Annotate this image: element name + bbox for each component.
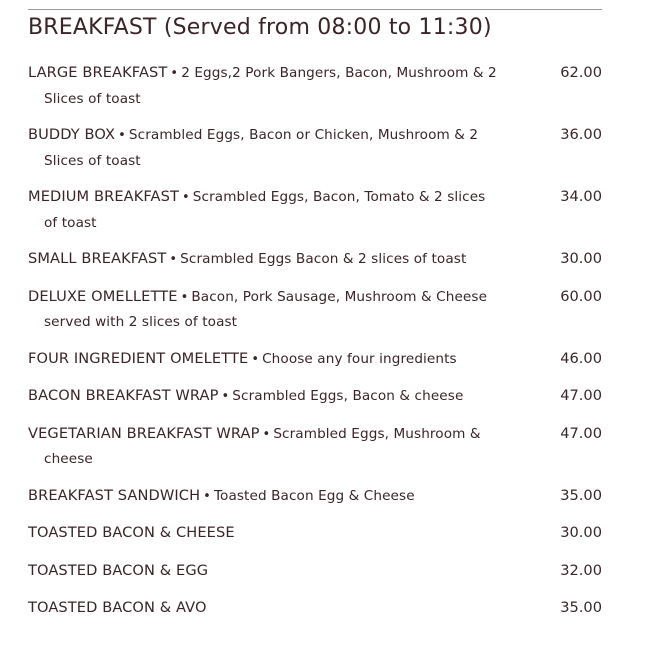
item-price: 30.00 <box>560 524 602 541</box>
item-name: TOASTED BACON & CHEESE <box>28 524 235 541</box>
item-description-continued: of toast <box>44 214 97 231</box>
top-divider <box>28 9 602 10</box>
item-price: 46.00 <box>560 349 602 367</box>
bullet-separator: • <box>180 289 189 305</box>
menu-item <box>28 596 602 634</box>
item-name: VEGETARIAN BREAKFAST WRAP <box>28 424 260 442</box>
bullet-separator: • <box>182 190 190 205</box>
item-name: SMALL BREAKFAST <box>28 250 167 267</box>
item-description: Bacon, Pork Sausage, Mushroom & Cheese <box>191 288 488 305</box>
item-price: 47.00 <box>560 424 602 442</box>
menu-item <box>28 123 602 185</box>
item-name: MEDIUM BREAKFAST <box>28 188 180 205</box>
menu-item <box>28 61 602 123</box>
item-description-continued: Slices of toast <box>44 152 141 169</box>
item-description: Choose any four ingredients <box>262 350 457 367</box>
menu-item <box>28 384 602 422</box>
bullet-separator: • <box>118 128 126 143</box>
item-price: 47.00 <box>560 387 602 404</box>
item-name: DELUXE OMELLETTE <box>28 287 178 305</box>
item-price: 60.00 <box>560 287 602 305</box>
item-price: 62.00 <box>560 64 602 81</box>
menu-item <box>28 559 602 597</box>
menu-item <box>28 347 602 385</box>
bullet-separator: • <box>203 488 211 504</box>
item-price: 32.00 <box>560 561 602 579</box>
item-description-continued: cheese <box>44 451 93 467</box>
menu-item <box>28 422 602 484</box>
item-price: 35.00 <box>560 486 602 504</box>
item-name: BUDDY BOX <box>28 126 116 143</box>
bullet-separator: • <box>170 66 179 81</box>
item-description: Scrambled Eggs, Bacon or Chicken, Mushroom & 2 <box>128 127 479 143</box>
item-name: BREAKFAST SANDWICH <box>28 486 201 504</box>
item-description-continued: Slices of toast <box>44 90 141 107</box>
menu-item <box>28 247 602 285</box>
section-title: BREAKFAST (Served from 08:00 to 11:30) <box>28 15 492 40</box>
item-price: 35.00 <box>560 599 602 616</box>
item-description: Scrambled Eggs, Bacon, Tomato & 2 slices <box>192 189 486 205</box>
breakfast-menu-list <box>28 61 602 634</box>
item-description: Scrambled Eggs Bacon & 2 slices of toast <box>180 251 467 267</box>
menu-item <box>28 521 602 559</box>
item-name: BACON BREAKFAST WRAP <box>28 387 219 404</box>
bullet-separator: • <box>169 252 178 267</box>
menu-item <box>28 185 602 247</box>
item-name: LARGE BREAKFAST <box>28 64 168 81</box>
item-name: TOASTED BACON & AVO <box>28 599 207 616</box>
item-description: Toasted Bacon Egg & Cheese <box>213 487 415 504</box>
item-price: 30.00 <box>560 250 602 267</box>
item-description: 2 Eggs,2 Pork Bangers, Bacon, Mushroom & 2 <box>181 65 497 81</box>
item-price: 34.00 <box>560 188 602 205</box>
menu-item <box>28 285 602 347</box>
bullet-separator: • <box>251 351 260 367</box>
menu-item <box>28 484 602 522</box>
item-description: Scrambled Eggs, Mushroom & <box>273 425 481 442</box>
item-price: 36.00 <box>560 126 602 143</box>
item-description-continued: served with 2 slices of toast <box>44 314 238 330</box>
item-name: TOASTED BACON & EGG <box>28 561 209 579</box>
bullet-separator: • <box>221 389 230 404</box>
item-name: FOUR INGREDIENT OMELETTE <box>28 349 249 367</box>
item-description: Scrambled Eggs, Bacon & cheese <box>232 388 464 404</box>
bullet-separator: • <box>262 426 271 442</box>
